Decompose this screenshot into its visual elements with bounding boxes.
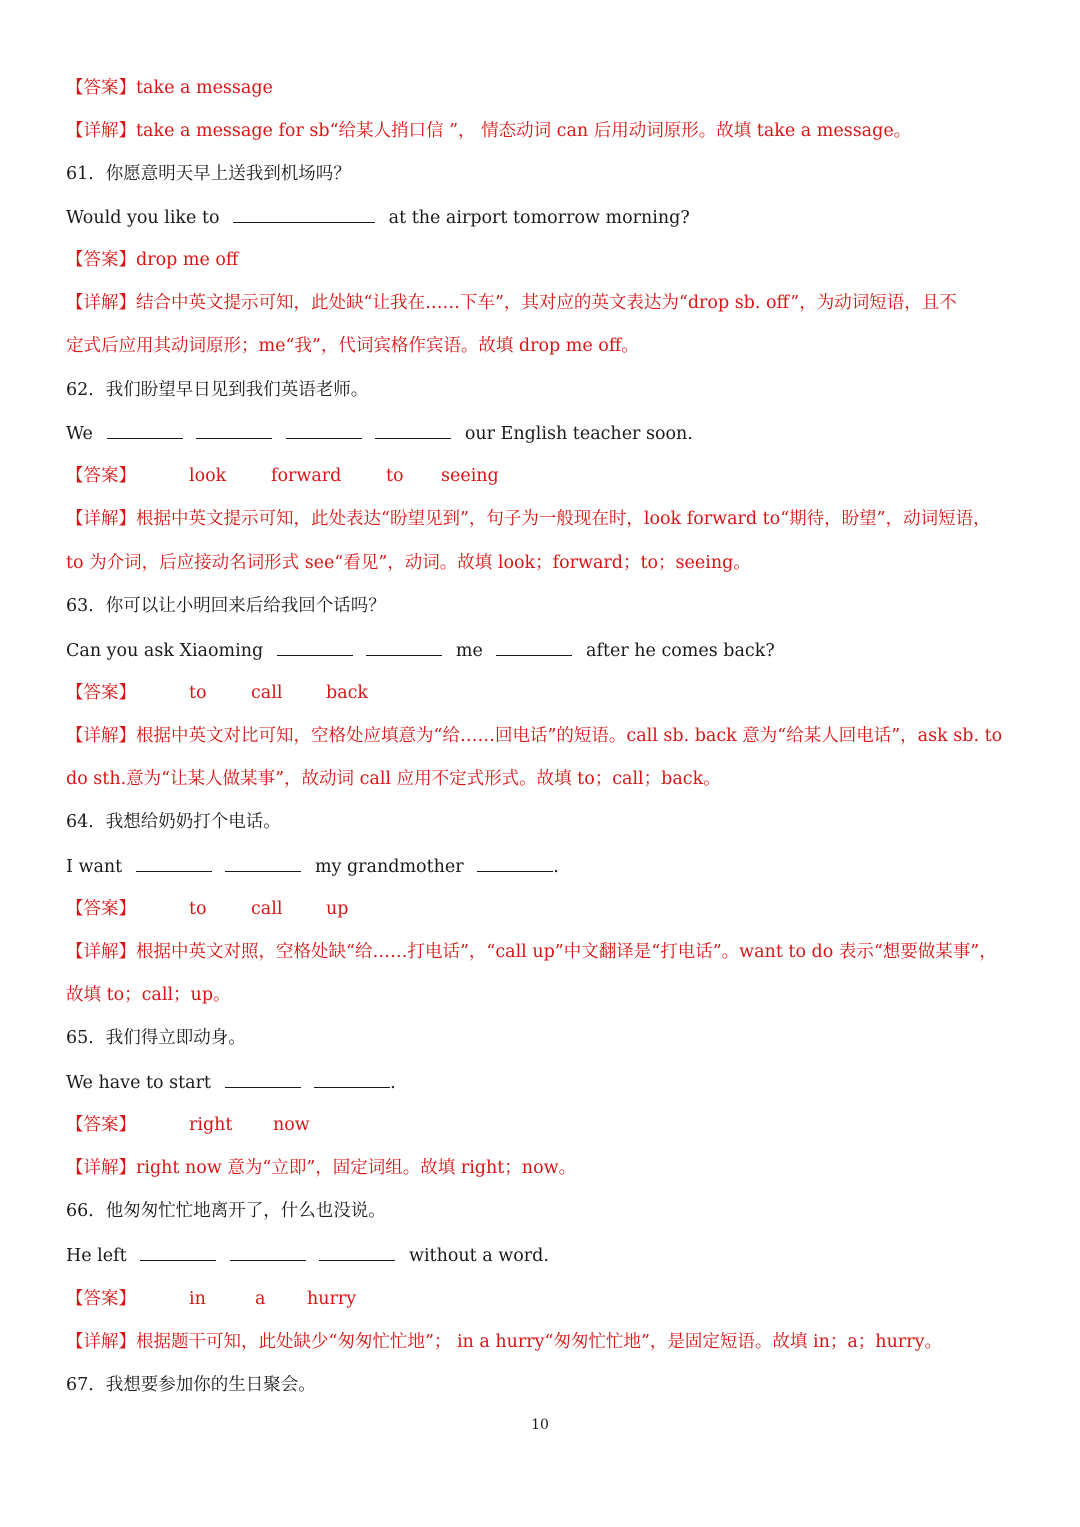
question-text: 我想要参加你的生日聚会。	[105, 1375, 316, 1395]
detail-text: right now 意为“立即”，固定词组。故填 right；now。	[136, 1158, 577, 1178]
question-text: 你愿意明天早上送我到机场吗？	[105, 164, 351, 184]
question-62	[66, 378, 1018, 402]
detail-line	[66, 1156, 1018, 1180]
sentence-before: We have to start	[66, 1073, 211, 1093]
answer-line	[66, 248, 1018, 272]
answer-blank	[277, 638, 353, 656]
answer-blank	[314, 1070, 390, 1088]
answer-line	[66, 897, 1018, 921]
answer-word: to	[386, 466, 404, 486]
answer-word: call	[251, 683, 283, 703]
detail-text: 根据中英文对照，空格处缺“给……打电话”，“call up”中文翻译是“打电话”。want to do 表示“想要做某事”，	[136, 942, 997, 962]
detail-line	[66, 724, 1018, 748]
answer-blank	[286, 421, 362, 439]
answer-blank	[319, 1243, 395, 1261]
detail-label: 【详解】	[66, 726, 136, 746]
sentence-after: .	[390, 1073, 396, 1093]
detail-line	[66, 119, 1018, 143]
sentence-after: after he comes back?	[586, 641, 775, 661]
sentence-before: He left	[66, 1246, 127, 1266]
answer-label: 【答案】	[66, 899, 136, 919]
question-number: 62．	[66, 380, 106, 400]
question-number: 64．	[66, 812, 106, 832]
question-number: 67．	[66, 1375, 106, 1395]
answer-line	[66, 76, 1018, 100]
question-64	[66, 810, 1018, 834]
answer-word: in	[189, 1289, 206, 1309]
answer-blank	[366, 638, 442, 656]
detail-line	[66, 291, 1018, 315]
answer-blank	[477, 854, 553, 872]
answer-label: 【答案】	[66, 466, 136, 486]
answer-line	[66, 464, 1018, 488]
detail-text: 定式后应用其动词原形；me“我”，代词宾格作宾语。故填 drop me off。	[66, 336, 639, 356]
sentence-middle: me	[455, 641, 483, 661]
sentence-after: .	[553, 857, 559, 877]
answer-blank	[107, 421, 183, 439]
answer-label: 【答案】	[66, 78, 136, 98]
answer-word: back	[326, 683, 369, 703]
answer-text: drop me off	[136, 250, 239, 270]
answer-label: 【答案】	[66, 683, 136, 703]
sentence-after: without a word.	[408, 1246, 549, 1266]
question-text: 他匆匆忙忙地离开了，什么也没说。	[105, 1201, 386, 1221]
detail-line-cont	[66, 334, 1018, 358]
detail-label: 【详解】	[66, 1332, 136, 1352]
detail-text: 根据题干可知，此处缺少“匆匆忙忙地”； in a hurry“匆匆忙忙地”，是固定短语。故填 in；a；hurry。	[136, 1332, 942, 1352]
detail-line-cont	[66, 551, 1018, 575]
sentence-before: We	[66, 424, 93, 444]
answer-blank	[140, 1243, 216, 1261]
detail-line-cont	[66, 767, 1018, 791]
page-number: 10	[531, 1417, 549, 1433]
answer-word: forward	[271, 466, 342, 486]
detail-line-cont	[66, 983, 1018, 1007]
answer-blank	[225, 854, 301, 872]
detail-line	[66, 507, 1018, 531]
question-text: 我们盼望早日见到我们英语老师。	[105, 380, 369, 400]
detail-text: 故填 to；call；up。	[66, 985, 231, 1005]
answer-blank	[233, 205, 375, 223]
detail-text: do sth.意为“让某人做某事”，故动词 call 应用不定式形式。故填 to；call；back。	[66, 769, 721, 789]
sentence-after: at the airport tomorrow morning?	[388, 208, 690, 228]
answer-word: to	[189, 683, 207, 703]
answer-blank	[375, 421, 451, 439]
detail-text: take a message for sb“给某人捎口信 ”， 情态动词 can 后用动词原形。故填 take a message。	[136, 121, 912, 141]
sentence-before: I want	[66, 857, 123, 877]
question-text: 我们得立即动身。	[105, 1028, 246, 1048]
answer-word: seeing	[441, 466, 499, 486]
detail-label: 【详解】	[66, 1158, 136, 1178]
answer-label: 【答案】	[66, 1115, 136, 1135]
question-text: 我想给奶奶打个电话。	[105, 812, 281, 832]
sentence-62	[66, 421, 1018, 446]
answer-word: right	[189, 1115, 233, 1135]
sentence-63	[66, 638, 1018, 663]
answer-blank	[230, 1243, 306, 1261]
answer-word: look	[189, 466, 227, 486]
detail-text: 根据中英文对比可知，空格处应填意为“给……回电话”的短语。call sb. back 意为“给某人回电话”，ask sb. to	[136, 726, 1003, 746]
question-61	[66, 162, 1018, 186]
question-66	[66, 1199, 1018, 1223]
question-text: 你可以让小明回来后给我回个话吗？	[105, 596, 386, 616]
detail-label: 【详解】	[66, 121, 136, 141]
question-65	[66, 1026, 1018, 1050]
detail-text: to 为介词，后应接动名词形式 see“看见”，动词。故填 look；forward；to；seeing。	[66, 553, 751, 573]
sentence-61	[66, 205, 1018, 230]
detail-text: 结合中英文提示可知，此处缺“让我在……下车”，其对应的英文表达为“drop sb. off”，为动词短语，且不	[136, 293, 957, 313]
detail-label: 【详解】	[66, 293, 136, 313]
answer-word: hurry	[307, 1289, 357, 1309]
question-63	[66, 594, 1018, 618]
answer-label: 【答案】	[66, 250, 136, 270]
sentence-middle: my grandmother	[314, 857, 464, 877]
answer-word: now	[273, 1115, 310, 1135]
detail-line	[66, 940, 1018, 964]
sentence-before: Can you ask Xiaoming	[66, 641, 264, 661]
answer-text: take a message	[136, 78, 273, 98]
answer-blank	[225, 1070, 301, 1088]
answer-blank	[196, 421, 272, 439]
sentence-after: our English teacher soon.	[464, 424, 693, 444]
answer-line	[66, 1113, 1018, 1137]
answer-blank	[496, 638, 572, 656]
answer-word: to	[189, 899, 207, 919]
question-67	[66, 1373, 1018, 1397]
answer-line	[66, 1287, 1018, 1311]
detail-label: 【详解】	[66, 509, 136, 529]
sentence-before: Would you like to	[66, 208, 220, 228]
detail-label: 【详解】	[66, 942, 136, 962]
question-number: 61．	[66, 164, 106, 184]
question-number: 66．	[66, 1201, 106, 1221]
question-number: 63．	[66, 596, 106, 616]
answer-line	[66, 681, 1018, 705]
detail-text: 根据中英文提示可知，此处表达“盼望见到”，句子为一般现在时，look forward to“期待，盼望”，动词短语，	[136, 509, 991, 529]
sentence-65	[66, 1070, 1018, 1095]
answer-label: 【答案】	[66, 1289, 136, 1309]
answer-blank	[136, 854, 212, 872]
question-number: 65．	[66, 1028, 106, 1048]
detail-line	[66, 1330, 1018, 1354]
sentence-66	[66, 1243, 1018, 1268]
answer-word: call	[251, 899, 283, 919]
answer-word: a	[255, 1289, 266, 1309]
answer-word: up	[326, 899, 349, 919]
sentence-64	[66, 854, 1018, 879]
